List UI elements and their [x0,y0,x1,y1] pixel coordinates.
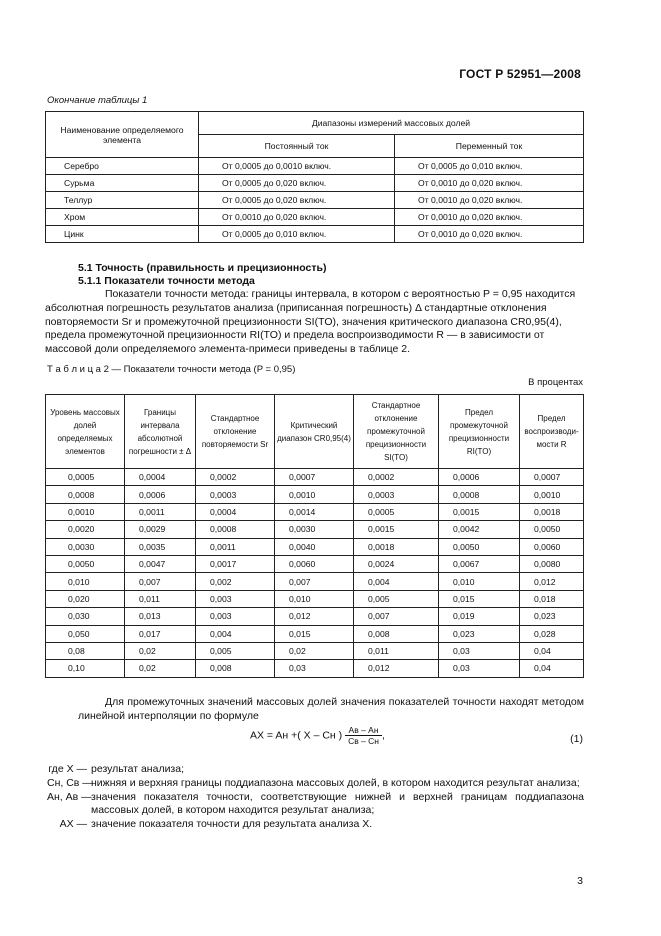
section-paragraph [45,288,584,357]
table-cell: 0,012 [354,660,439,677]
table-cell: 0,0030 [275,521,354,538]
table2-header: Критический диапазон CR0,95(4) [275,395,354,469]
table-cell: 0,0005 [46,469,125,486]
paragraph-line: массовой доли определяемого элемента-примеси приведены в таблице 2. [45,343,411,356]
where-item [47,791,584,819]
table-cell: 0,03 [275,660,354,677]
table-cell: 0,0050 [520,521,584,538]
table2-header: Предел воспроизводи-мости R [520,395,584,469]
formula-number: (1) [570,733,583,745]
table-cell: От 0,0010 до 0,020 включ. [199,209,395,226]
table-cell: 0,017 [125,625,196,642]
table-cell: 0,0003 [196,486,275,503]
table-cell: 0,02 [125,660,196,677]
table-cell: 0,0006 [439,469,520,486]
table-cell: 0,0067 [439,555,520,572]
table-cell: 0,010 [275,590,354,607]
table-cell: 0,08 [46,642,125,659]
formula-denominator: Cв – Cн [348,736,379,746]
table-cell: 0,0008 [439,486,520,503]
table-cell: 0,008 [196,660,275,677]
table-cell: 0,0018 [520,503,584,520]
table-cell: 0,0047 [125,555,196,572]
table2-header: Границы интервала абсолютной погрешности ± Δ [125,395,196,469]
paragraph-line: предела промежуточной прецизионности RI(TO) и предела воспроизводимости R — в зависимости от [45,329,545,342]
where-item [47,777,584,791]
table-cell: 0,015 [275,625,354,642]
table-cell: 0,050 [46,625,125,642]
table1-caption: Окончание таблицы 1 [47,95,148,106]
table-cell: 0,0035 [125,538,196,555]
table-cell: От 0,0005 до 0,020 включ. [199,192,395,209]
table-cell: 0,0080 [520,555,584,572]
table-cell: От 0,0005 до 0,010 включ. [199,226,395,243]
table-cell: 0,010 [46,573,125,590]
table-row [46,521,584,538]
table-row [46,192,584,209]
table-row [46,486,584,503]
where-symbol: AX — [59,818,87,831]
table-cell: 0,0015 [439,503,520,520]
table-cell: 0,020 [46,590,125,607]
table-cell: 0,012 [275,608,354,625]
table-cell: 0,0007 [520,469,584,486]
table-cell: 0,0040 [275,538,354,555]
table-cell: 0,0050 [46,555,125,572]
table2-header: Предел промежуточной прецизионности RI(TO) [439,395,520,469]
table-cell: 0,028 [520,625,584,642]
where-text: результат анализа; [91,763,185,775]
table-cell: 0,04 [520,642,584,659]
table-cell: 0,04 [520,660,584,677]
table-cell: 0,003 [196,608,275,625]
table-cell: 0,0010 [275,486,354,503]
paragraph-line: Показатели точности метода: границы интервала, в котором с вероятностью P = 0,95 находится [105,288,576,300]
table-cell: Цинк [46,226,199,243]
table-row [46,538,584,555]
table-cell: 0,005 [196,642,275,659]
table-cell: 0,011 [125,590,196,607]
table2-caption: Т а б л и ц а 2 — Показатели точности метода (P = 0,95) [47,364,296,375]
table-cell: 0,0002 [354,469,439,486]
table-cell: 0,007 [354,608,439,625]
table-row [46,573,584,590]
table-cell: 0,019 [439,608,520,625]
table-row [46,608,584,625]
table-cell: 0,0042 [439,521,520,538]
document-header: ГОСТ Р 52951—2008 [459,67,581,81]
interpolation-text: Для промежуточных значений массовых долей значения показателей точности находят методом линейной интерполяции по формуле [78,696,584,722]
table-row [46,625,584,642]
table1-group-header: Диапазоны измерений массовых долей [199,112,584,135]
table-row [46,175,584,192]
table-cell: 0,0060 [275,555,354,572]
table-cell: 0,004 [354,573,439,590]
paragraph-line: абсолютная погрешность результатов анализа (приписанная погрешность) Δ стандартные отклонения [45,301,547,314]
where-symbol: Cн, Cв — [47,776,93,789]
table-row [46,158,584,175]
where-text: значения показателя точности, соответствующие нижней и верхней границам поддиапазона массовых долей, в котором находится результат анализа; [91,790,584,817]
table-cell: 0,0002 [196,469,275,486]
table-row [46,590,584,607]
table-cell: 0,0030 [46,538,125,555]
table-cell: 0,0011 [196,538,275,555]
table-cell: 0,007 [125,573,196,590]
table-cell: 0,0004 [196,503,275,520]
table2-header: Стандартное отклонение промежуточной прецизионности SI(TO) [354,395,439,469]
table-cell: 0,023 [520,608,584,625]
formula-tail: , [382,729,385,742]
table-cell: Серебро [46,158,199,175]
formula-lhs: AX = Aн +( X – Cн ) [250,729,343,742]
table-cell: 0,0020 [46,521,125,538]
table-cell: 0,0024 [354,555,439,572]
where-text: значение показателя точности для результата анализа X. [91,818,373,831]
table-cell: 0,030 [46,608,125,625]
table-cell: 0,0018 [354,538,439,555]
table-cell: 0,013 [125,608,196,625]
table-row [46,555,584,572]
table-cell: 0,003 [196,590,275,607]
table-row [46,469,584,486]
table-row [46,660,584,677]
table-cell: От 0,0010 до 0,020 включ. [395,192,584,209]
table1-subheader: Переменный ток [395,135,584,158]
table2 [45,394,584,678]
table2-unit: В процентах [528,377,583,388]
where-symbol: Aн, Aв — [47,790,92,803]
table-cell: 0,03 [439,642,520,659]
section-heading: 5.1 Точность (правильность и прецизионность) [78,262,327,274]
table-row [46,642,584,659]
table-cell: 0,005 [354,590,439,607]
table-cell: От 0,0005 до 0,020 включ. [199,175,395,192]
table-cell: От 0,0010 до 0,020 включ. [395,226,584,243]
table-row [46,226,584,243]
table-cell: 0,023 [439,625,520,642]
table-cell: 0,0008 [196,521,275,538]
table-cell: 0,03 [439,660,520,677]
table-cell: 0,015 [439,590,520,607]
table-row [46,209,584,226]
table-cell: 0,0060 [520,538,584,555]
page-number: 3 [577,875,583,887]
table-cell: Сурьма [46,175,199,192]
where-symbol: где X — [48,763,87,775]
formula-numerator: Aв – Aн [345,725,382,736]
table-cell: От 0,0010 до 0,020 включ. [395,209,584,226]
table-cell: 0,0014 [275,503,354,520]
table-cell: 0,02 [275,642,354,659]
table-cell: 0,0007 [275,469,354,486]
table-cell: От 0,0010 до 0,020 включ. [395,175,584,192]
table1-subheader: Постоянный ток [199,135,395,158]
table-cell: 0,0015 [354,521,439,538]
table-cell: 0,0011 [125,503,196,520]
table-cell: Хром [46,209,199,226]
paragraph-line: повторяемости Sr и промежуточной прецизионности SI(TO), значения критического диапазона CR0,95(4), [45,315,562,328]
table-cell: 0,0050 [439,538,520,555]
table-cell: 0,0017 [196,555,275,572]
table-cell: Теллур [46,192,199,209]
table-cell: 0,004 [196,625,275,642]
table-cell: 0,0003 [354,486,439,503]
table-cell: 0,007 [275,573,354,590]
table2-header: Уровень массовых долей определяемых элементов [46,395,125,469]
table1-col1-header: Наименование определяемого элемента [46,112,199,158]
table-cell: 0,0029 [125,521,196,538]
table1 [45,111,584,243]
table-cell: 0,018 [520,590,584,607]
table-cell: 0,012 [520,573,584,590]
table-cell: 0,0004 [125,469,196,486]
table-cell: 0,02 [125,642,196,659]
table2-header: Стандартное отклонение повторяемости Sr [196,395,275,469]
table-cell: 0,0006 [125,486,196,503]
formula [250,725,385,746]
table-cell: 0,0008 [46,486,125,503]
formula-fraction [345,725,382,746]
table-cell: 0,0010 [46,503,125,520]
where-text: нижняя и верхняя границы поддиапазона массовых долей, в котором находится результат анализа; [91,776,580,789]
subsection-heading: 5.1.1 Показатели точности метода [78,275,255,287]
where-item [47,763,584,777]
table-cell: 0,008 [354,625,439,642]
where-list [47,763,584,832]
table-cell: От 0,0005 до 0,010 включ. [395,158,584,175]
where-item [47,818,584,832]
table-cell: 0,0005 [354,503,439,520]
table-cell: 0,010 [439,573,520,590]
table-cell: 0,10 [46,660,125,677]
table-cell: 0,0010 [520,486,584,503]
table-cell: От 0,0005 до 0,0010 включ. [199,158,395,175]
table-cell: 0,011 [354,642,439,659]
table-row [46,503,584,520]
table-cell: 0,002 [196,573,275,590]
